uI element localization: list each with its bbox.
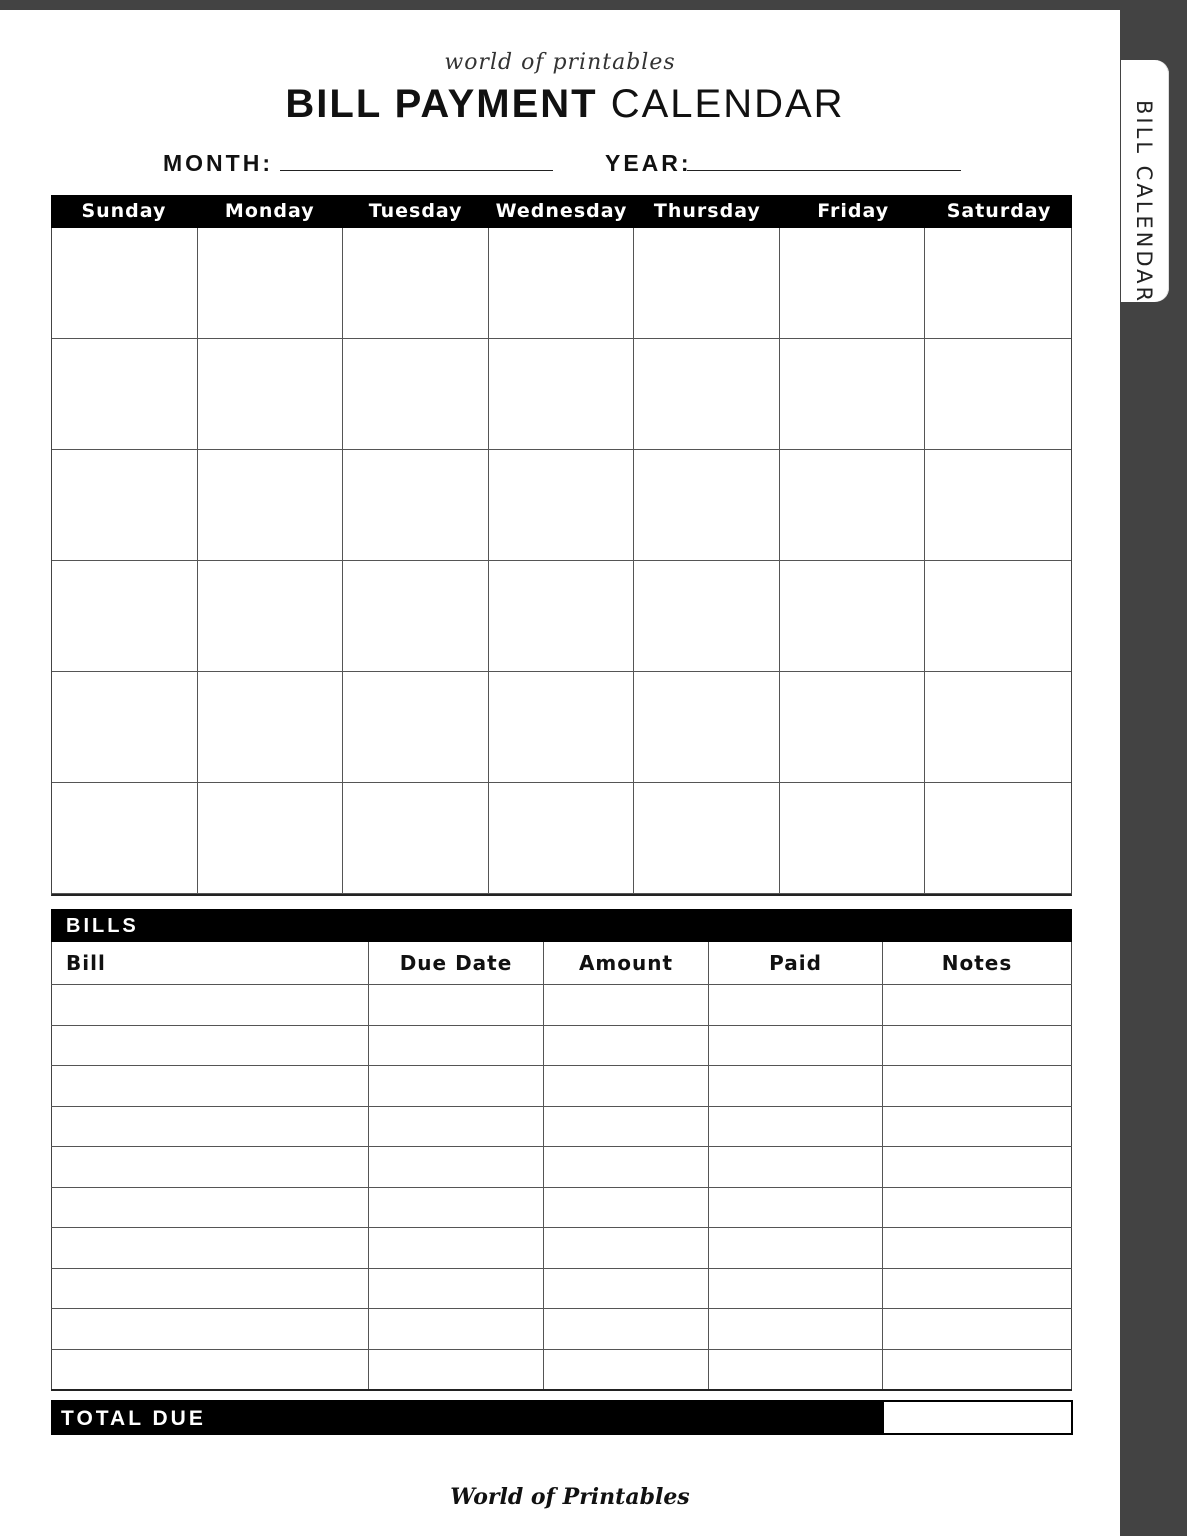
calendar-day-cell[interactable]: [780, 561, 926, 672]
bill-cell-amount[interactable]: [544, 1187, 709, 1228]
calendar-day-cell[interactable]: [343, 228, 489, 339]
calendar-day-cell[interactable]: [489, 450, 635, 561]
bill-cell-bill[interactable]: [52, 1268, 369, 1309]
calendar-day-cell[interactable]: [198, 783, 344, 894]
side-tab-label: BILL CALENDAR: [1132, 100, 1156, 305]
bill-cell-bill[interactable]: [52, 1106, 369, 1147]
calendar-day-cell[interactable]: [634, 783, 780, 894]
bill-cell-notes[interactable]: [883, 1147, 1072, 1188]
bill-cell-amount[interactable]: [544, 1228, 709, 1269]
calendar-day-cell[interactable]: [925, 450, 1071, 561]
bills-section-label: BILLS: [51, 909, 1072, 942]
calendar-day-cell[interactable]: [489, 561, 635, 672]
bill-cell-paid[interactable]: [709, 1187, 883, 1228]
bill-cell-amount[interactable]: [544, 1349, 709, 1390]
calendar-day-cell[interactable]: [489, 339, 635, 450]
bill-cell-notes[interactable]: [883, 1025, 1072, 1066]
calendar-day-cell[interactable]: [634, 561, 780, 672]
bill-cell-due-date[interactable]: [369, 1349, 544, 1390]
total-due-bar: [51, 1400, 1073, 1435]
calendar-day-cell[interactable]: [780, 450, 926, 561]
calendar-header: [51, 195, 1072, 228]
calendar-day-cell[interactable]: [925, 561, 1071, 672]
bill-cell-bill[interactable]: [52, 1066, 369, 1107]
bill-row: [52, 1349, 1072, 1390]
bill-cell-amount[interactable]: [544, 1025, 709, 1066]
bill-cell-amount[interactable]: [544, 1147, 709, 1188]
calendar-day-cell[interactable]: [489, 783, 635, 894]
bill-cell-notes[interactable]: [883, 1309, 1072, 1350]
calendar-day-cell[interactable]: [52, 672, 198, 783]
bill-cell-paid[interactable]: [709, 985, 883, 1026]
bill-cell-amount[interactable]: [544, 1309, 709, 1350]
bill-row: [52, 1228, 1072, 1269]
bill-cell-due-date[interactable]: [369, 1025, 544, 1066]
month-field[interactable]: [280, 170, 553, 171]
bill-cell-amount[interactable]: [544, 1066, 709, 1107]
brand-script-logo: world of printables: [444, 50, 676, 75]
bill-cell-due-date[interactable]: [369, 985, 544, 1026]
month-label: MONTH:: [163, 150, 273, 176]
bill-row: [52, 1066, 1072, 1107]
bill-cell-notes[interactable]: [883, 1349, 1072, 1390]
day-header-saturday: Saturday: [946, 200, 1052, 222]
calendar-day-cell[interactable]: [780, 672, 926, 783]
day-header-tuesday: Tuesday: [368, 200, 463, 222]
bill-row: [52, 1025, 1072, 1066]
total-due-label: TOTAL DUE: [61, 1407, 206, 1430]
column-header-paid: Paid: [709, 942, 883, 985]
bill-row: [52, 1147, 1072, 1188]
bill-cell-bill[interactable]: [52, 985, 369, 1026]
bill-row: [52, 1187, 1072, 1228]
column-header-due-date: Due Date: [369, 942, 544, 985]
bill-cell-due-date[interactable]: [369, 1147, 544, 1188]
calendar-day-cell[interactable]: [343, 339, 489, 450]
calendar-day-cell[interactable]: [343, 672, 489, 783]
footer-brand-logo: World of Printables: [450, 1484, 690, 1510]
year-field[interactable]: [687, 170, 961, 171]
bill-cell-notes[interactable]: [883, 1268, 1072, 1309]
bill-cell-paid[interactable]: [709, 1349, 883, 1390]
day-header-monday: Monday: [224, 200, 315, 222]
bill-cell-bill[interactable]: [52, 1309, 369, 1350]
total-due-field[interactable]: [884, 1402, 1071, 1433]
calendar-day-cell[interactable]: [52, 228, 198, 339]
day-header-thursday: Thursday: [653, 200, 761, 222]
bill-cell-paid[interactable]: [709, 1066, 883, 1107]
calendar-day-cell[interactable]: [52, 561, 198, 672]
bill-cell-due-date[interactable]: [369, 1309, 544, 1350]
bill-cell-bill[interactable]: [52, 1147, 369, 1188]
calendar-day-cell[interactable]: [198, 339, 344, 450]
title-light: CALENDAR: [610, 82, 845, 126]
calendar-day-cell[interactable]: [198, 450, 344, 561]
bill-cell-notes[interactable]: [883, 985, 1072, 1026]
bill-cell-paid[interactable]: [709, 1106, 883, 1147]
calendar-day-cell[interactable]: [780, 339, 926, 450]
calendar-grid: [51, 195, 1072, 896]
calendar-day-cell[interactable]: [343, 561, 489, 672]
calendar-day-cell[interactable]: [489, 228, 635, 339]
bill-cell-notes[interactable]: [883, 1228, 1072, 1269]
column-header-notes: Notes: [883, 942, 1072, 985]
column-header-amount: Amount: [544, 942, 709, 985]
calendar-day-cell[interactable]: [925, 228, 1071, 339]
bill-cell-paid[interactable]: [709, 1228, 883, 1269]
calendar-day-cell[interactable]: [198, 561, 344, 672]
day-header-sunday: Sunday: [81, 200, 167, 222]
calendar-day-cell[interactable]: [925, 783, 1071, 894]
calendar-day-cell[interactable]: [780, 783, 926, 894]
bill-row: [52, 1309, 1072, 1350]
day-header-wednesday: Wednesday: [495, 200, 628, 222]
bill-row: [52, 1268, 1072, 1309]
bill-cell-due-date[interactable]: [369, 1268, 544, 1309]
calendar-day-cell[interactable]: [780, 228, 926, 339]
bill-cell-due-date[interactable]: [369, 1066, 544, 1107]
title-bold: BILL PAYMENT: [285, 82, 598, 126]
page-title: [0, 82, 1130, 127]
bill-cell-notes[interactable]: [883, 1187, 1072, 1228]
bill-cell-bill[interactable]: [52, 1025, 369, 1066]
calendar-day-cell[interactable]: [343, 783, 489, 894]
calendar-day-cell[interactable]: [634, 339, 780, 450]
bills-section: [51, 909, 1072, 1391]
calendar-day-cell[interactable]: [634, 672, 780, 783]
calendar-day-cell[interactable]: [52, 339, 198, 450]
bill-cell-bill[interactable]: [52, 1349, 369, 1390]
calendar-day-cell[interactable]: [634, 228, 780, 339]
bill-cell-notes[interactable]: [883, 1106, 1072, 1147]
calendar-day-cell[interactable]: [634, 450, 780, 561]
bill-cell-amount[interactable]: [544, 1268, 709, 1309]
bill-cell-bill[interactable]: [52, 1228, 369, 1269]
bill-cell-bill[interactable]: [52, 1187, 369, 1228]
calendar-day-cell[interactable]: [52, 450, 198, 561]
calendar-cells: [51, 228, 1072, 896]
bill-row: [52, 985, 1072, 1026]
bills-table: [51, 942, 1072, 1391]
bill-cell-paid[interactable]: [709, 1268, 883, 1309]
calendar-day-cell[interactable]: [925, 339, 1071, 450]
bill-cell-amount[interactable]: [544, 985, 709, 1026]
calendar-day-cell[interactable]: [52, 783, 198, 894]
bill-cell-due-date[interactable]: [369, 1228, 544, 1269]
bill-cell-paid[interactable]: [709, 1147, 883, 1188]
bill-cell-paid[interactable]: [709, 1309, 883, 1350]
calendar-day-cell[interactable]: [198, 672, 344, 783]
calendar-day-cell[interactable]: [198, 228, 344, 339]
day-header-friday: Friday: [817, 200, 890, 222]
calendar-day-cell[interactable]: [925, 672, 1071, 783]
bill-cell-due-date[interactable]: [369, 1106, 544, 1147]
bill-cell-paid[interactable]: [709, 1025, 883, 1066]
calendar-day-cell[interactable]: [489, 672, 635, 783]
year-label: YEAR:: [605, 150, 692, 176]
bill-cell-due-date[interactable]: [369, 1187, 544, 1228]
bill-cell-notes[interactable]: [883, 1066, 1072, 1107]
calendar-day-cell[interactable]: [343, 450, 489, 561]
column-header-bill: Bill: [52, 942, 369, 985]
bill-cell-amount[interactable]: [544, 1106, 709, 1147]
bill-row: [52, 1106, 1072, 1147]
